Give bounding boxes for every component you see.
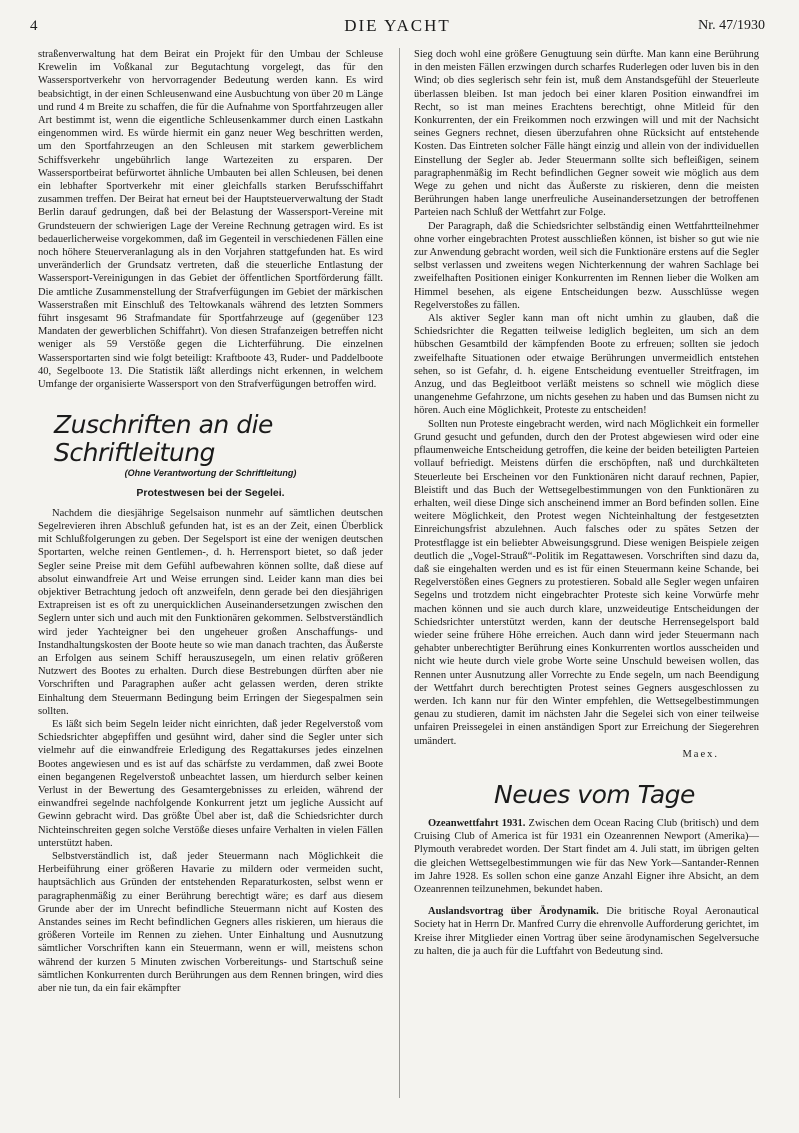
left-column — [38, 48, 383, 995]
issue-number: Nr. 47/1930 — [698, 18, 765, 33]
news-item-text: Zwischen dem Ocean Racing Club (britisch) und dem Cruising Club of America ist für 1931 ein Ozeanrennen Newport (Amerika)—Plymouth verabredet worden. Der Start findet am 4. Juli statt, im übrigen gelten die gleichen Wettsegelbestimmungen wie für das New York—Santander-Rennen im Jahre 1928. Es sollen schon eine ganze Anzahl Eigner ihre Absicht, an dem Ozeanrennen teilzunehmen, bekundet haben. — [414, 817, 759, 895]
right-column — [414, 48, 759, 958]
article-paragraph: Als aktiver Segler kann man oft nicht umhin zu glauben, daß die Schiedsrichter die Regatten teilweise lediglich begleiten, um sich an dem hübschen Gesamtbild der kämpfenden Boote zu erfreuen; sollten sie jedoch zweifelhafte Situationen oder etwaige Berührungen unvermeidlich entstehen sehen, so ist Gefahr, d. h. eigene Entscheidung eventueller Streitfragen, im Anzug, und das Begleitboot verläßt meistens so schnell wie möglich diese unangenehme Gefahrzone, um nichts gesehen zu haben und das Bumsen nicht zu hören. Auch eine Möglichkeit, Proteste zu entscheiden! — [414, 313, 759, 417]
article-title: Protestwesen bei der Segelei. — [136, 487, 285, 500]
news-heading: Neues vom Tage — [494, 779, 695, 809]
article-paragraph: Der Paragraph, daß die Schiedsrichter selbständig einen Wettfahrtteilnehmer ohne vorher eingebrachten Protest ausschließen können, ist bisher so gut wie nie zur Anwendung gebracht worden, weil sich die Funktionäre erstens auf die Segler selbst verlassen und zweitens wegen Nichterkennung der wahren Sachlage bei zweifelhaften Positionen einiger Konkurrenten im Rennen lieber die Wolken am Himmel besehen, als eigene Entscheidungen bezw. Ausschlüsse wegen Regelverstoßes zu fällen. — [414, 220, 759, 311]
article-paragraph: Nachdem die diesjährige Segelsaison nunmehr auf sämtlichen deutschen Segelrevieren ihren Abschluß gefunden hat, ist es an der Zeit, einen Überblick mit Schlußfolgerungen zu geben. Der Segelsport ist eine der wenigen deutschen Sportarten, welche reinen Gentlemen-, d. h. Herrensport bietet, so daß jeder Segler seine Preise mit dem Gefühl aufbewahren können sollte, daß diese auf absolut einwandfreie Art und Weise errungen sind. Leider kann man dies bei objektiver Betrachtung jedoch oft anzweifeln, denn gerade bei den diesjährigen Extrapreisen ist es oft zu unerquicklichen Auseinandersetzungen zwischen den Seglern unter sich und auch mit den Funktionären gekommen. Selbstverständlich wird jeder Yachteigner bei den ungeheuer großen Anschaffungs- und Instandhaltungskosten der Boote heute so wie man danach trachten, das Äußerste an Erfolgen aus seinem Schiff herauszusegeln, um einen relativ größeren Nutzwert des Bootes zu erhalten. Durch diese Bestrebungen dürften aber nie Vorschriften und Paragraphen außer acht gelassen werden, deren strikte Einhaltung dem Steuermann Bedingung beim Erringen der Siegespalmen sein sollten. — [38, 507, 383, 717]
news-item-text: Die britische Royal Aeronautical Society hat in Herrn Dr. Manfred Curry die ehrenvolle Aufforderung gerichtet, im Kreise ihrer Mitglieder einen Vortrag über seine ärodynamischen Segelversuche zu halten, die ja auch für die Luftfahrt von Bedeutung sind. — [414, 906, 759, 957]
news-item-lead: Ozeanwettfahrt 1931. — [428, 817, 526, 829]
page-header — [30, 14, 765, 38]
article-paragraph: Es läßt sich beim Segeln leider nicht einrichten, daß jeder Regelverstoß vom Schiedsrichter abgepfiffen und gesühnt wird, daher sind die Segler unter sich vielmehr auf die einwandfreie Erledigung des Regattakurses jedes einzelnen Bootes angewiesen und es ist auf das schärfste zu verdammen, daß zwei Boote einen begangenen Regelverstoß unbeachtet lassen, um hierdurch selber keinen Verlust in der Bewertung des Gesamtergebnisses zu erleiden, während der einwandfrei segelnde nachfolgende Konkurrent jetzt um jegliche Aussicht auf Gewinn gebracht wird. Das größte Übel aber ist, daß die Schiedsrichter durch Nichteinschreiten gegen solche Verstöße dieses unfaire Verhalten in vielen Fällen unterstützt haben. — [38, 718, 383, 849]
intro-paragraph: straßenverwaltung hat dem Beirat ein Projekt für den Umbau der Schleuse Krewelin im Voßkanal zur Begutachtung vorgelegt, das für den Wassersportverkehr von hervorragender Bedeutung werden kann. Es wird beabsichtigt, in der einen Schleusenwand eine Ausbuchtung von über 20 m Länge und rund 4 m Breite zu schaffen, die für die Aufnahme von Sportfahrzeugen aller Art bestimmt ist, wenn die eigentliche Schleusenkammer durch einen Lastkahn eingenommen wird. Es würde hiermit ein ganz neuer Weg beschritten werden, um den Sportfahrzeugen an den Schleusen mit starkem gewerblichem Schiffsverkehr ungebührlich lange Wartezeiten zu ersparen. Der Wassersportbeirat befürwortet ähnliche Umbauten bei allen Schleusen, bei denen ein lebhafter Sportverkehr mit einer gleichfalls starken Berufsschiffahrt zusammen treffen. Der Beirat hat erneut bei der Hauptsteuerverwaltung der Stadt Berlin darauf gedrungen, daß bei der Belastung der Wassersport-Vereine mit Grundsteuern der schwierigen Lage der Vereine Rechnung getragen wird. Es ist bedauerlicherweise vorgekommen, daß im Gegenteil in verschiedenen Fällen eine noch höhere Steuerveranlagung als in den Vorjahren stattgefunden hat. Es wird unveränderlich der Grundsatz vertreten, daß die steuerliche Entlastung der Wassersport-Vereinigungen in das Gebiet der öffentlichen Sportförderung fällt. Die amtliche Zusammenstellung der Strafverfügungen im Gebiet der märkischen Wasserstraßen mit Einschluß des Teltowkanals während des letzten Sommers führt insgesamt 96 Strafmandate für Sportfahrzeuge auf (gegenüber 123 Mandaten der gewerblichen Schiffahrt). Von diesen Strafanzeigen betreffen nicht weniger als 59 Verstöße gegen die Lichterführung. Die einzelnen Wassersportarten sind wie folgt beteiligt: Kraftboote 43, Ruder- und Paddelboote 40, Segelboote 13. Die Statistik läßt allerdings nicht erkennen, in welchem Umfange der organisierte Wassersport von den Strafverfügungen betroffen wird. — [38, 49, 383, 391]
section-subheading: (Ohne Verantwortung der Schriftleitung) — [124, 468, 297, 479]
news-item — [414, 817, 759, 896]
author-signature: Maex. — [682, 748, 719, 760]
page-number: 4 — [30, 18, 38, 34]
section-heading: Zuschriften an die Schriftleitung — [54, 410, 273, 468]
article-paragraph: Sieg doch wohl eine größere Genugtuung sein dürfte. Man kann eine Berührung in den meisten Fällen erzwingen durch scharfes Ruderlegen oder luven bis in den Wind; ob dies seglerisch sehr fein ist, muß dem Anstandsgefühl der Steuerleute überlassen bleiben. Ist man jedoch bei einer klaren Position einwandfrei im Recht, so ist man meines Erachtens berechtigt, ohne Mitleid für den Konkurrenten, der ein Freikommen noch erzwingen will und mit der Nachsicht seines Gegners rechnet, diesen überzufahren ohne Rücksicht auf entstehende Kosten. Das Eintreten solcher Fälle hängt einzig und allein von der individuellen Einstellung der Segler ab. Jeder Steuermann sollte sich befleißigen, seinem paragraphenmäßig im Recht befindlichen Gegner soweit wie möglich aus dem Wege zu gehen und nicht das Äußerste zu riskieren, denn die meisten Berührungen haben lange unerfreuliche Auseinandersetzungen der betroffenen Parteien nach Schluß der Wettfahrt zur Folge. — [414, 49, 759, 219]
news-item — [414, 905, 759, 958]
journal-title: DIE YACHT — [344, 16, 451, 35]
article-paragraph: Sollten nun Proteste eingebracht werden, wird nach Möglichkeit ein formeller Grund gesucht und gefunden, durch den der Protest abgewiesen wird oder eine pflaumenweiche Entscheidung getroffen, die keine der beiden beteiligten Parteien vollauf befriedigt. Meistens dürfen die erschöpften, naß und durchkälteten Steuerleute bei Erscheinen vor den Funktionären nicht darauf rechnen, Papier, Bleistift und das Buch der Wettsegelbestimmungen von den Funktionären zu erhalten, weil diese Dinge sich anscheinend immer an Bord befinden sollen. Eine weitere Möglichkeit, den Protest wegen Nichteinhaltung der festgesetzten Einreichungsfrist abzulehnen. Auch falsches oder zu spätes Setzen der Protestflagge ist ein beliebter Abweisungsgrund. Diese wenigen Beispiele zeigen deutlich die „Vogel-Strauß“-Politik im Regattawesen. Vorschriften sind dazu da, daß sie eingehalten werden und es ist für einen Steuermann keine Schande, bei Regelverstößen eines Gegners zu protestieren. Sobald alle Segler wegen unfairen Segelns und trotzdem nicht eingebrachter Proteste sich keine Vorwürfe mehr machen können und sie auch durch klare, unzweideutige Entscheidungen der Schiedsrichter unterstützt werden, kann der deutsche Herrensegelsport bald wieder seine frühere Höhe erreichen. Auch dann wird jeder Steuermann nach gehabter unberechtigter Berührung eines Konkurrenten wortlos ausscheiden und nicht wie heute durch viele grobe Worte seine Unschuld beweisen wollen, das Rennen unter Ausnutzung aller Vorrechte zu Ende segeln, um nach Beendigung der Wettfahrt durch berechtigten Protest seines Gegners ausgeschlossen zu werden. Ich kann nur für den Winter empfehlen, die Wettsegelbestimmungen genau zu studieren, damit im nächsten Jahr die Segelei sich von einer teilweise unfairen Preissegelei in einen anständigen Sport zur Erreichung der Siegerehren umändert. — [414, 418, 759, 747]
news-item-lead: Auslandsvortrag über Ärodynamik. — [428, 906, 599, 918]
column-divider — [399, 48, 400, 1098]
article-paragraph: Selbstverständlich ist, daß jeder Steuermann nach Möglichkeit die Herbeiführung einer größeren Havarie zu mildern oder vermeiden sucht, hauptsächlich aus Gründen der entstehenden Reparaturkosten, selbst wenn er paragraphenmäßig zu einer Berührung berechtigt wäre; es darf aus diesem Grunde aber der im Unrecht befindliche Steuermann nicht auf Kosten des Anstandes seines im Recht befindlichen Gegners alles riskieren, um hieraus die größeren Vorteile im Rennen zu ziehen. Unter Einhaltung und Ausnutzung sämtlicher Vorschriften kann ein Steuermann, wenn er will, meistens schon während der kurzen 5 Minuten zwischen Vorbereitungs- und Startschuß seine sämtlichen Konkurrenten durch Berührungen aus dem Rennen bringen, wird dies aber nie tun, da ein fair ekämpfter — [38, 850, 383, 994]
spacer — [414, 896, 759, 905]
